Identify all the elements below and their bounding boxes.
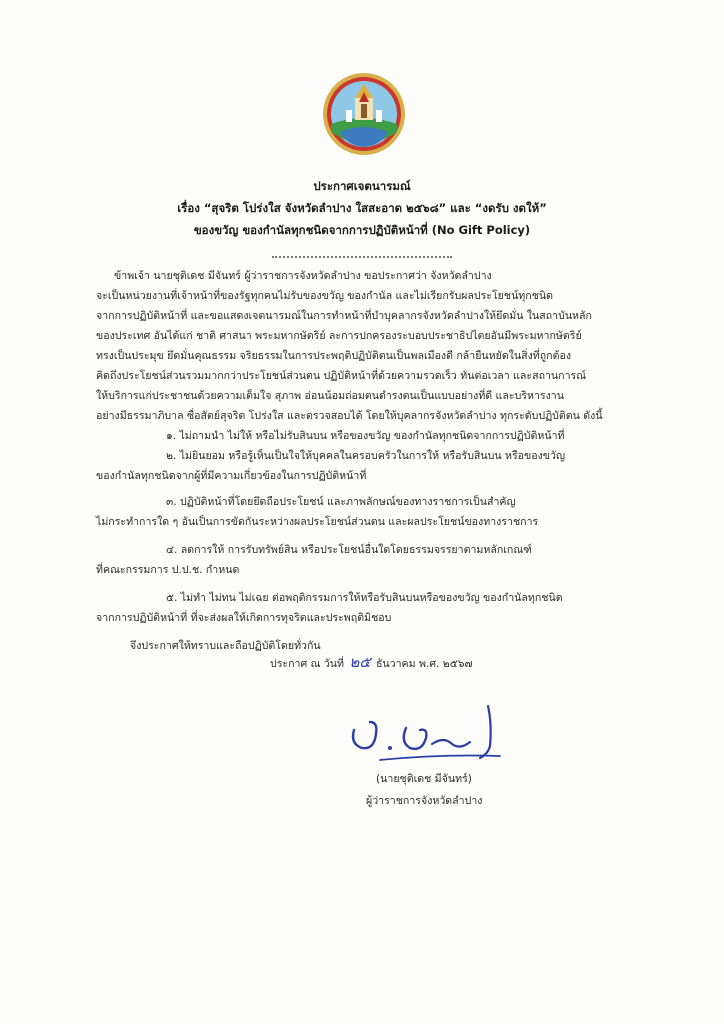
body-line: จากการปฏิบัติหน้าที่ และขอแสดงเจตนารมณ์ในการทำหน้าที่บำบุคลากรจังหวัดลำปางให้ยึดมั่น ในสถาบันหลัก	[96, 310, 592, 322]
list-item-2-cont: ของกำนัลทุกชนิดจากผู้ที่มีความเกี่ยวข้องในการปฏิบัติหน้าที่	[96, 470, 367, 482]
list-item-4-cont: ที่คณะกรรมการ ป.ป.ช. กำหนด	[96, 564, 240, 576]
body-line: ของประเทศ อันได้แก่ ชาติ ศาสนา พระมหากษัตริย์ ละการปกครองระบอบประชาธิปไตยอันมีพระมหากษัตริย์	[96, 330, 582, 342]
signatory-name: (นายชุติเดช มีจันทร์)	[376, 773, 472, 785]
body-line: อย่างมีธรรมาภิบาล ซื่อสัตย์สุจริต โปร่งใส และตรวจสอบได้ โดยให้บุคลากรจังหวัดลำปาง ทุกระดับปฏิบัติตน ดังนี้	[96, 410, 603, 422]
list-item-5-cont: จากการปฏิบัติหน้าที่ ที่จะส่งผลให้เกิดการทุจริตและประพฤติมิชอบ	[96, 612, 392, 624]
body-line: ข้าพเจ้า นายชุติเดช มีจันทร์ ผู้ว่าราชการจังหวัดลำปาง ขอประกาศว่า จังหวัดลำปาง	[114, 270, 492, 282]
list-item-1: ๑. ไม่ถามนำ ไม่ให้ หรือไม่รับสินบน หรือของขวัญ ของกำนัลทุกชนิดจากการปฏิบัติหน้าที่	[166, 430, 565, 442]
dotted-divider	[272, 246, 452, 258]
list-item-2: ๒. ไม่ยินยอม หรือรู้เห็นเป็นใจให้บุคคลในครอบครัวในการให้ หรือรับสินบน หรือของขวัญ	[166, 450, 565, 462]
handwritten-signature	[340, 700, 510, 766]
document-heading-title: ประกาศเจตนารมณ์	[313, 179, 411, 193]
body-line: ให้บริการแก่ประชาชนด้วยความเต็มใจ สุภาพ อ่อนน้อมถ่อมตนดำรงตนเป็นแบบอย่างที่ดี และบริหารงาน	[96, 390, 564, 402]
list-item-5: ๕. ไม่ทำ ไม่ทน ไม่เฉย ต่อพฤติกรรมการให้หรือรับสินบนหรือของขวัญ ของกำนัลทุกชนิด	[166, 592, 563, 604]
provincial-seal-icon	[322, 72, 406, 156]
date-rest: ธันวาคม พ.ศ. ๒๕๖๗	[375, 658, 473, 670]
body-line: จะเป็นหน่วยงานที่เจ้าหน้าที่ของรัฐทุกคนไม่รับของขวัญ ของกำนัล และไม่เรียกรับผลประโยชน์ทุกชนิด	[96, 290, 554, 302]
list-item-4: ๔. ลดการให้ การรับทรัพย์สิน หรือประโยชน์อื่นใดโดยธรรมจรรยาตามหลักเกณฑ์	[166, 544, 532, 556]
body-line: ทรงเป็นประมุข ยึดมั่นคุณธรรม จริยธรรมในการประพฤติปฏิบัติตนเป็นพลเมืองดี กล้ายืนหยัดในสิ่งที่ถูกต้อง	[96, 350, 572, 362]
body-line: คิดถึงประโยชน์ส่วนรวมมากกว่าประโยชน์ส่วนตน ปฏิบัติหน้าที่ด้วยความรวดเร็ว ทันต่อเวลา และสถานการณ์	[96, 370, 587, 382]
list-item-3-cont: ไม่กระทำการใด ๆ อันเป็นการขัดกันระหว่างผลประโยชน์ส่วนตน และผลประโยชน์ของทางราชการ	[96, 516, 539, 528]
closing-line: จึงประกาศให้ทราบและถือปฏิบัติโดยทั่วกัน	[130, 640, 321, 652]
announcement-date	[270, 650, 472, 674]
list-item-3: ๓. ปฏิบัติหน้าที่โดยยึดถือประโยชน์ และภาพลักษณ์ของทางราชการเป็นสำคัญ	[166, 496, 516, 508]
document-heading-subject: เรื่อง “สุจริต โปร่งใส จังหวัดลำปาง ใสสะอาด ๒๕๖๘” และ “งดรับ งดให้”	[177, 201, 547, 215]
date-day: ๒๕	[349, 653, 371, 671]
document-heading-policy: ของขวัญ ของกำนัลทุกชนิดจากการปฏิบัติหน้าที่ (No Gift Policy)	[193, 223, 531, 237]
signatory-title: ผู้ว่าราชการจังหวัดลำปาง	[366, 795, 483, 807]
date-prefix: ประกาศ ณ วันที่	[270, 658, 344, 670]
